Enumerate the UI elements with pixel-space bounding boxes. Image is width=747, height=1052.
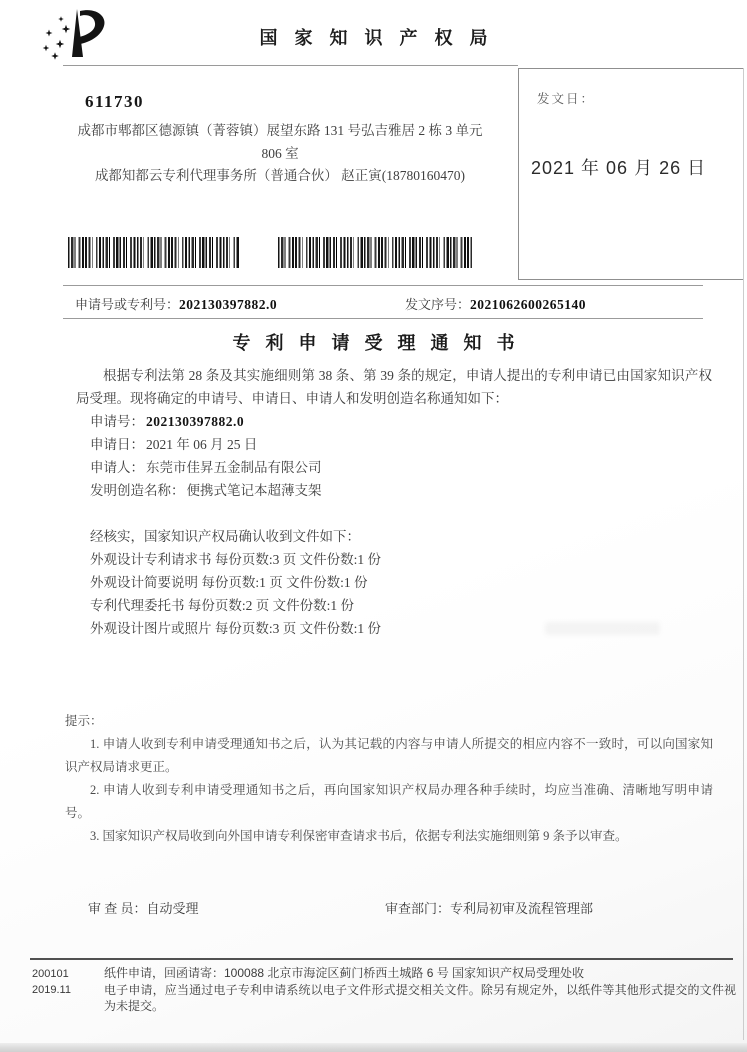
issue-serial-label: 发文序号： <box>405 297 471 312</box>
application-number <box>75 294 277 313</box>
divider <box>63 285 703 286</box>
footer-electronic-line: 电子申请，应当通过电子专利申请系统以电子文件形式提交相关文件。除另有规定外，以纸件等其他形式提交的文件视为未提交。 <box>104 982 736 1013</box>
page-bottom-edge <box>0 1043 747 1052</box>
document-list-item: 外观设计图片或照片 每份页数:3 页 文件份数:1 份 <box>90 621 382 636</box>
field-value: 2021 年 06 月 25 日 <box>146 437 258 452</box>
intro-paragraph: 根据专利法第 28 条及其实施细则第 38 条、第 39 条的规定，申请人提出的专利申请已由国家知识产权局受理。现将确定的申请号、申请日、申请人和发明创造名称通知如下： <box>76 368 712 406</box>
field-label: 申请日： <box>90 437 144 452</box>
issue-serial-number <box>405 294 586 313</box>
examiner-value: 自动受理 <box>146 901 199 916</box>
hint-item: 3. 国家知识产权局收到向外国申请专利保密审查请求书后，依据专利法实施细则第 9 条予以审查。 <box>90 829 628 843</box>
spacer <box>76 502 712 525</box>
footer-form-codes <box>32 966 71 998</box>
footer-divider <box>30 958 733 960</box>
document-list-item: 外观设计简要说明 每份页数:1 页 文件份数:1 份 <box>90 575 368 590</box>
notice-body <box>76 364 712 640</box>
agency-title: 国家知识产权局 <box>259 28 505 48</box>
field-application-date <box>90 433 712 456</box>
footer-paper-line: 纸件申请，回函请寄：100088 北京市海淀区蓟门桥西土城路 6 号 国家知识产权局受理处收 <box>104 966 585 980</box>
notice-title: 专利申请受理通知书 <box>232 333 530 353</box>
field-value: 202130397882.0 <box>146 414 245 429</box>
issue-date-box <box>518 68 744 280</box>
field-label: 申请号： <box>90 414 144 429</box>
field-value: 东莞市佳昇五金制品有限公司 <box>146 460 322 475</box>
confirmation-line: 经核实，国家知识产权局确认收到文件如下： <box>90 529 360 544</box>
issue-serial-value: 2021062600265140 <box>470 297 587 312</box>
document-list-item: 专利代理委托书 每份页数:2 页 文件份数:1 份 <box>90 598 355 613</box>
hints-section <box>65 710 713 848</box>
footer-instructions <box>104 965 736 1015</box>
field-application-number <box>90 410 712 433</box>
application-number-label: 申请号或专利号： <box>75 297 180 312</box>
form-code: 200101 <box>32 968 69 980</box>
page-edge-line <box>743 68 744 1040</box>
examiner-label: 审 查 员： <box>88 901 147 916</box>
barcode <box>278 237 472 268</box>
issue-date-value: 2021 年 06 月 26 日 <box>531 158 707 178</box>
hints-label: 提示： <box>65 714 103 728</box>
department-value: 专利局初审及流程管理部 <box>450 901 594 916</box>
agency-recipient-line: 成都知都云专利代理事务所（普通合伙） 赵正寅(18780160470) <box>94 168 466 183</box>
divider <box>63 318 703 319</box>
field-value: 便携式笔记本超薄支架 <box>186 483 322 498</box>
application-number-value: 202130397882.0 <box>179 297 278 312</box>
examining-department <box>385 898 593 917</box>
field-invention-title <box>90 479 712 502</box>
hint-item: 1. 申请人收到专利申请受理通知书之后，认为其记载的内容与申请人所提交的相应内容不一致时，可以向国家知识产权局请求更正。 <box>65 737 713 774</box>
department-label: 审查部门： <box>385 901 451 916</box>
recipient-address-block <box>55 120 505 188</box>
header-divider <box>63 65 518 66</box>
document-list-item: 外观设计专利请求书 每份页数:3 页 文件份数:1 份 <box>90 552 382 567</box>
examiner <box>88 898 199 917</box>
field-applicant <box>90 456 712 479</box>
field-label: 发明创造名称： <box>90 483 185 498</box>
barcode <box>68 237 240 268</box>
form-code-date: 2019.11 <box>32 984 71 996</box>
field-label: 申请人： <box>90 460 144 475</box>
scan-artifact <box>545 622 660 635</box>
address-line-2: 806 室 <box>261 145 299 161</box>
issue-date-label: 发文日： <box>537 92 596 106</box>
postal-code: 611730 <box>85 92 145 111</box>
hint-item: 2. 申请人收到专利申请受理通知书之后，再向国家知识产权局办理各种手续时，均应当准确、清晰地写明申请号。 <box>65 783 713 820</box>
address-line-1: 成都市郫都区德源镇（菁蓉镇）展望东路 131 号弘吉雅居 2 栋 3 单元 <box>77 123 483 138</box>
